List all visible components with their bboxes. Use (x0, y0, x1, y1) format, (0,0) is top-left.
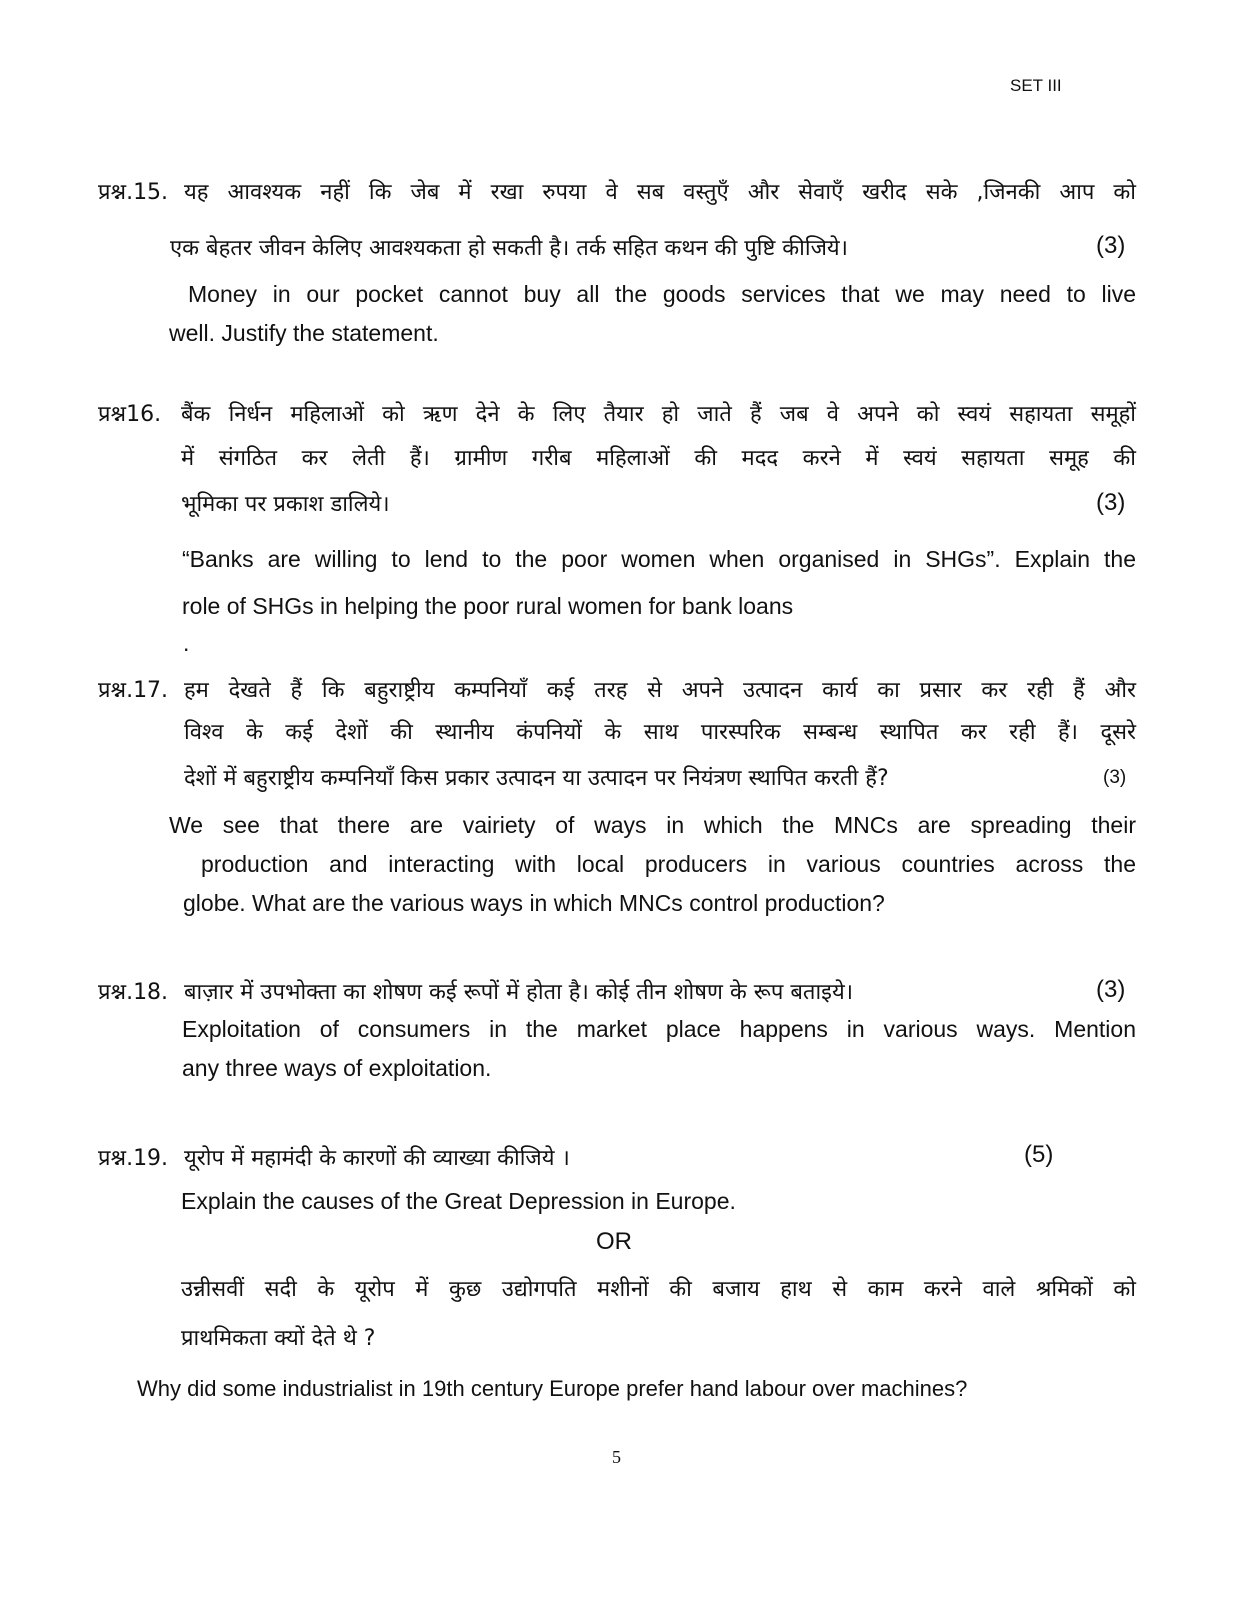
question-hindi-line: यूरोप में महामंदी के कारणों की व्याख्या कीजिये । (184, 1146, 570, 1171)
question-hindi-line: हम देखते हैं कि बहुराष्ट्रीय कम्पनियाँ कई तरह से अपने उत्पादन कार्य का प्रसार कर रही हैं और (184, 678, 1136, 703)
alternative-hindi-line: प्राथमिकता क्यों देते थे ? (181, 1326, 376, 1351)
question-english-line: . (183, 630, 190, 656)
question-marks: (3) (1103, 767, 1127, 788)
question-hindi-line: यह आवश्यक नहीं कि जेब में रखा रुपया वे सब वस्तुएँ और सेवाएँ खरीद सके ,जिनकी आप को (184, 180, 1136, 205)
question-marks: (3) (1096, 976, 1126, 1003)
question-hindi-line: बैंक निर्धन महिलाओं को ऋण देने के लिए तैयार हो जाते हैं जब वे अपने को स्वयं सहायता समूहों (181, 402, 1136, 427)
question-marks: (5) (1024, 1141, 1054, 1168)
question-english-line: production and interacting with local producers in various countries across the (201, 851, 1136, 877)
question-number: प्रश्न16. (98, 402, 162, 427)
page-number: 5 (612, 1447, 621, 1467)
alternative-hindi-line: उन्नीसवीं सदी के यूरोप में कुछ उद्योगपति मशीनों की बजाय हाथ से काम करने वाले श्रमिकों को (181, 1277, 1136, 1302)
alternative-english-line: Why did some industrialist in 19th century Europe prefer hand labour over machines? (137, 1376, 968, 1401)
question-hindi-line: भूमिका पर प्रकाश डालिये। (181, 492, 390, 517)
question-english-line: role of SHGs in helping the poor rural women for bank loans (182, 593, 794, 619)
question-english-line: Money in our pocket cannot buy all the goods services that we may need to live (188, 281, 1136, 307)
question-english-line: “Banks are willing to lend to the poor women when organised in SHGs”. Explain the (182, 546, 1136, 572)
question-number: प्रश्न.18. (98, 980, 169, 1005)
question-english-line: Explain the causes of the Great Depression in Europe. (181, 1188, 736, 1214)
question-english-line: globe. What are the various ways in which MNCs control production? (183, 890, 885, 916)
question-english-line: Exploitation of consumers in the market place happens in various ways. Mention (182, 1016, 1136, 1042)
question-hindi-line: में संगठित कर लेती हैं। ग्रामीण गरीब महिलाओं की मदद करने में स्वयं सहायता समूह की (181, 446, 1136, 471)
set-label: SET III (1010, 76, 1062, 95)
question-english-line: We see that there are vairiety of ways in which the MNCs are spreading their (169, 812, 1136, 838)
question-hindi-line: देशों में बहुराष्ट्रीय कम्पनियाँ किस प्रकार उत्पादन या उत्पादन पर नियंत्रण स्थापित करती हैं? (184, 766, 889, 791)
question-hindi-line: विश्व के कई देशों की स्थानीय कंपनियों के साथ पारस्परिक सम्बन्ध स्थापित कर रही हैं। दूसरे (184, 720, 1136, 745)
question-english-line: any three ways of exploitation. (182, 1055, 492, 1081)
question-english-line: well. Justify the statement. (169, 320, 439, 346)
question-hindi-line: एक बेहतर जीवन केलिए आवश्यकता हो सकती है। तर्क सहित कथन की पुष्टि कीजिये। (170, 236, 849, 261)
question-number: प्रश्न.17. (98, 678, 169, 703)
question-hindi-line: बाज़ार में उपभोक्ता का शोषण कई रूपों में होता है। कोई तीन शोषण के रूप बताइये। (184, 980, 854, 1005)
or-separator: OR (596, 1228, 632, 1255)
question-marks: (3) (1096, 232, 1126, 259)
question-number: प्रश्न.15. (98, 180, 169, 205)
question-number: प्रश्न.19. (98, 1146, 169, 1171)
question-marks: (3) (1096, 489, 1126, 516)
